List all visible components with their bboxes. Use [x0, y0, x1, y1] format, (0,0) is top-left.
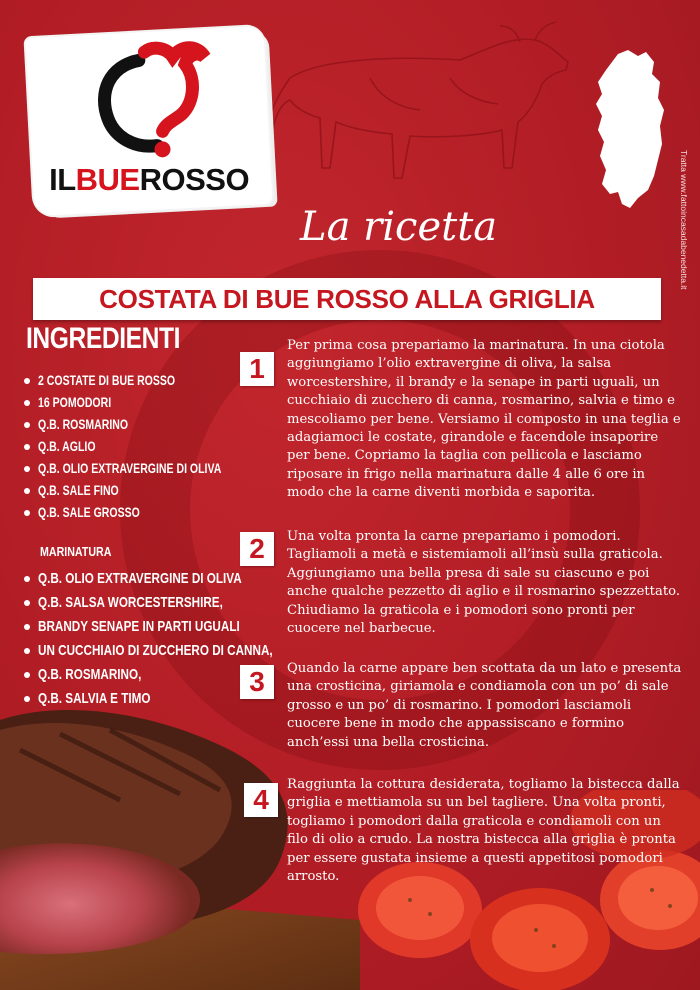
list-item	[24, 458, 273, 480]
list-item	[24, 370, 273, 392]
brand-logo	[26, 26, 273, 216]
step-1-text: Per prima cosa prepariamo la marinatura. In una ciotola aggiungiamo l’olio extravergine di oliva, la salsa worcestershire, il brandy e la senape in parti uguali, un cucchiaio di zucchero di canna, rosmarino, salvia e timo e mescoliamo per bene. Versiamo il composto in una teglia e adagiamoci le costate, girandole e facendole insaporire per bene. Copriamo la taglia con pellicola e lasciamo riposare in frigo nella marinatura dalle 4 alle 6 ore in modo che la carne diventi morbida e saporita.	[287, 338, 681, 501]
list-item	[24, 392, 273, 414]
ingredient-text: Q.B. OLIO EXTRAVERGINE DI OLIVA	[38, 461, 222, 476]
step-4-number: 4	[244, 783, 278, 817]
bullet-icon	[24, 624, 30, 630]
bullet-icon	[24, 378, 30, 384]
bull-head-logo-icon	[86, 38, 222, 165]
ingredient-text: Q.B. AGLIO	[38, 439, 96, 454]
source-credit	[677, 150, 691, 320]
list-item	[24, 480, 273, 502]
marinade-text: BRANDY SENAPE IN PARTI UGUALI	[38, 618, 240, 635]
list-item	[24, 502, 273, 524]
ingredient-text: Q.B. SALE FINO	[38, 483, 119, 498]
bullet-icon	[24, 672, 30, 678]
step-3-text: Quando la carne appare ben scottata da un lato e presenta una crosticina, giriamola e condiamola con un po’ di sale grosso e un po’ di rosmarino. I pomodori lasciamoli cuocere bene in modo che appassiscano e formino anch’essi una bella crosticina.	[287, 661, 682, 750]
bullet-icon	[24, 576, 30, 582]
ingredients-heading: INGREDIENTI	[26, 322, 181, 355]
marinade-text: Q.B. SALVIA E TIMO	[38, 690, 151, 707]
marinade-text: UN CUCCHIAIO DI ZUCCHERO DI CANNA,	[38, 642, 273, 659]
step-4-text: Raggiunta la cottura desiderata, togliamo la bistecca dalla griglia e mettiamola su un bel tagliere. Una volta pronti, togliamo i pomodori dalla graticola e condiamoli con un filo di olio a crudo. La nostra bistecca alla griglia è pronta per essere gustata insieme a questi appetitosi pomodori arrosto.	[287, 777, 680, 885]
step-2-number: 2	[240, 532, 274, 566]
ingredient-text: Q.B. ROSMARINO	[38, 417, 129, 432]
bullet-icon	[24, 600, 30, 606]
recipe-subtitle: La ricetta	[300, 204, 498, 250]
ingredients-list	[24, 370, 273, 524]
recipe-title: COSTATA DI BUE ROSSO ALLA GRIGLIA	[99, 284, 595, 314]
brand-name	[49, 162, 249, 198]
marinade-text: Q.B. OLIO EXTRAVERGINE DI OLIVA	[38, 570, 242, 587]
bullet-icon	[24, 488, 30, 494]
marinade-text: Q.B. SALSA WORCESTERSHIRE,	[38, 594, 223, 611]
bullet-icon	[24, 400, 30, 406]
bullet-icon	[24, 466, 30, 472]
source-credit-text: Tratta www.fattoincasadabenedetta.it	[679, 150, 689, 290]
ingredient-text: Q.B. SALE GROSSO	[38, 505, 140, 520]
sardinia-map-icon	[588, 48, 668, 218]
bullet-icon	[24, 510, 30, 516]
marinade-heading: MARINATURA	[40, 544, 112, 559]
bullet-icon	[24, 648, 30, 654]
ingredient-text: 2 COSTATE DI BUE ROSSO	[38, 373, 176, 388]
title-banner	[33, 278, 661, 320]
step-3-number: 3	[240, 665, 274, 699]
step-2-text: Una volta pronta la carne prepariamo i pomodori. Tagliamoli a metà e sistemiamoli all’insù sulla graticola. Aggiungiamo una bella presa di sale su ciascuno e poi anche qualche pezzetto di aglio e il rosmarino spezzettato. Chiudiamo la graticola e i pomodori sono pronti per cuocere nel barbecue.	[287, 529, 681, 637]
bullet-icon	[24, 422, 30, 428]
brand-name-bue: BUE	[75, 162, 140, 198]
brand-name-il: IL	[49, 162, 76, 198]
brand-name-rosso: ROSSO	[139, 162, 250, 198]
list-item	[24, 414, 273, 436]
cow-illustration-icon	[250, 18, 580, 208]
marinade-text: Q.B. ROSMARINO,	[38, 666, 142, 683]
bullet-icon	[24, 444, 30, 450]
step-1-number: 1	[240, 352, 274, 386]
list-item	[24, 436, 273, 458]
ingredient-text: 16 POMODORI	[38, 395, 112, 410]
